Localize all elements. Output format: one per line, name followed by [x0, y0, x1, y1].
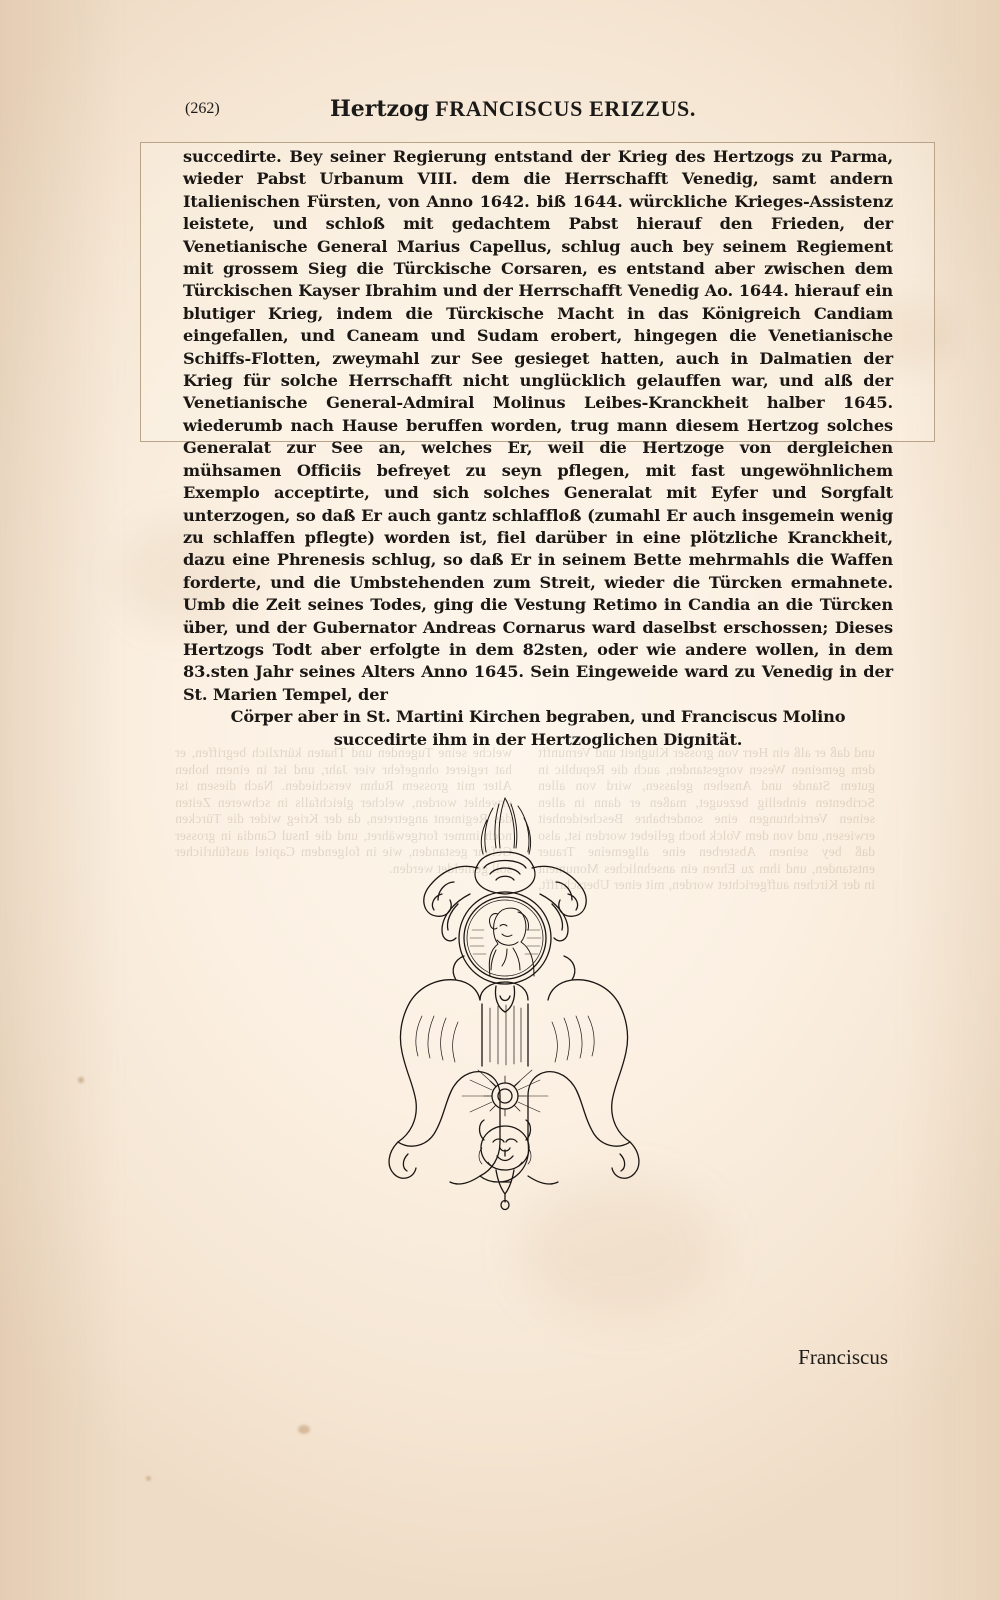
running-head — [330, 96, 696, 122]
bleed-through-text: und daß er alß ein Herr von grosser Klugheit und Vernunfft dem gemeinen Wesen vorgestanden, auch die Republic in gutem Stande und Ansehen gelassen, wird von allen Scribenten einhellig bezeuget, maßen er dann in allen seinen Verrichtungen eine sonderbahre Bescheidenheit erwiesen, und von dem Volck hoch geliebet worden ist, also daß bey seinem Absterben eine allgemeine Trauer entstanden, und ihm zu Ehren ein ansehnliches Monument in der Kirchen auffgerichtet worden, mit einer Uberschrifft, welche seine Tugenden und Thaten kürtzlich begriffen, er hat regieret ohngefehr vier Jahr, und ist in einem hohen Alter mit grossem Ruhm verschieden. Nach diesem ist erwehlet worden, welcher gleichfalls in schweren Zeiten das Regiment angetreten, da der Krieg wider die Türcken noch immer fortgewähret, und die Insul Candia in grosser Gefahr gestanden, wie in folgendem Capitel ausführlicher soll gemeldet werden. — [175, 745, 875, 892]
closing-line-1: Cörper aber in St. Martini Kirchen begraben, und Franciscus Molino — [230, 707, 846, 727]
running-head-roman: FRANCISCUS ERIZZUS. — [435, 96, 696, 121]
cartouche-engraving — [350, 790, 660, 1220]
page-header — [185, 96, 825, 122]
body-paragraph: succedirte. Bey seiner Regierung entstand der Krieg des Hertzogs zu Parma, wieder Pabst Urbanum VIII. dem die Herrschafft Venedig, samt andern Italienischen Fürsten, von Anno 1642. biß 1644. würckliche Krieges-Assistenz leistete, und schloß mit gedachtem Pabst hierauf den Frieden, der Venetianische General Marius Capellus, schlug auch bey seinem Regiement mit grossem Sieg die Türckische Corsaren, es entstand aber zwischen dem Türckischen Kayser Ibrahim und der Herrschafft Venedig Ao. 1644. hierauf ein blutiger Krieg, indem die Türckische Macht in das Königreich Candiam eingefallen, und Caneam und Sudam erobert, hingegen die Venetianische Schiffs-Flotten, zweymahl zur See gesieget hatten, auch in Dalmatien der Krieg für solche Herrschafft nicht unglücklich gelauffen war, und alß der Venetianische General-Admiral Molinus Leibes-Kranckheit halber 1645. wiederumb nach Hause beruffen worden, trug mann diesem Hertzog solches Generalat zur See an, welches Er, weil die Hertzoge von dergleichen mühsamen Officiis befreyet zu seyn pflegen, mit fast ungewöhnlichem Exemplo acceptirte, und sich solches Generalat mit Eyfer und Sorgfalt unterzogen, so daß Er auch gantz schlaffloß (zumahl Er auch insgemein wenig zu schlaffen pflegte) worden ist, fiel darüber in eine plötzliche Kranckheit, dazu eine Phrenesis schlug, so daß Er in seinem Bette mehrmahls die Waffen forderte, und die Umbstehenden zum Streit, wieder die Türcken ermahnete. Umb die Zeit seines Todes, ging die Vestung Retimo in Candia an die Türcken über, und der Gubernator Andreas Cornarus ward daselbst erschossen; Dieses Hertzogs Todt aber erfolgte in dem 82sten, oder wie andere wollen, in dem 83.sten Jahr seines Alters Anno 1645. Sein Eingeweide ward zu Venedig in der St. Marien Tempel, der — [183, 147, 893, 704]
folio-number: (262) — [185, 100, 220, 117]
closing-line-2: succedirte ihm in der Hertzoglichen Dignität. — [333, 729, 743, 749]
catchword: Franciscus — [798, 1345, 888, 1369]
running-head-fraktur: Hertzog — [330, 96, 430, 122]
body-text — [183, 146, 893, 751]
